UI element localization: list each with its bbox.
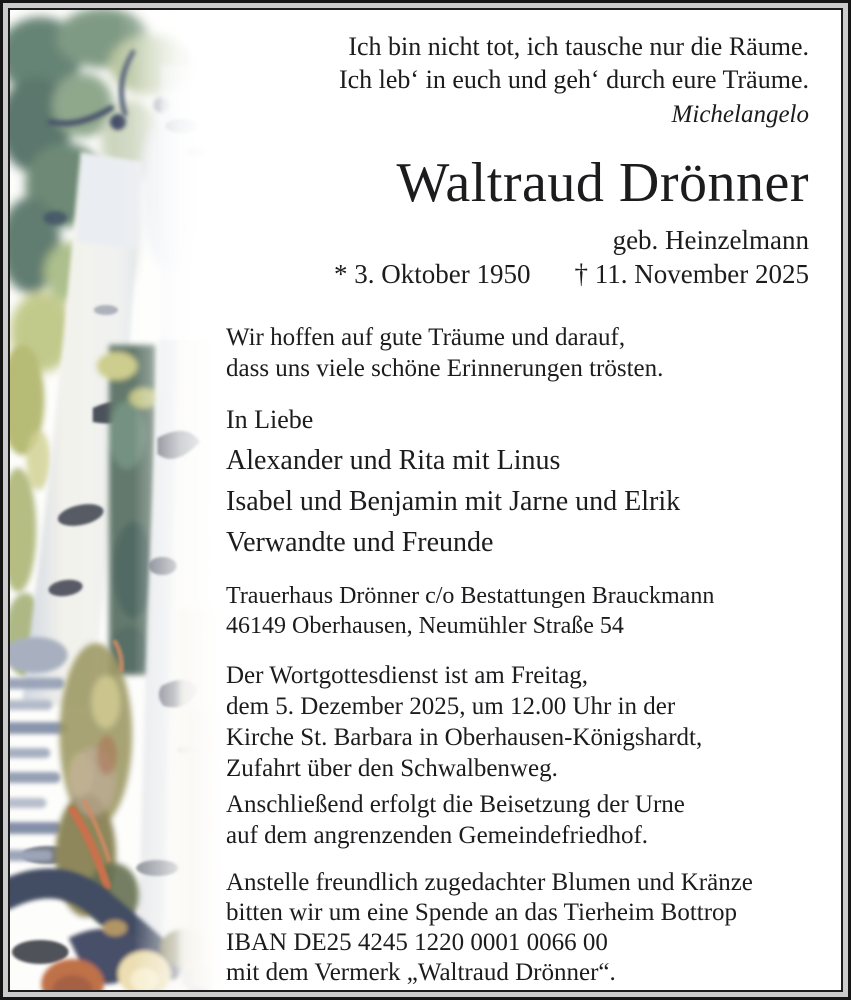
intro-line-1: Wir hoffen auf gute Träume und darauf,: [226, 324, 626, 351]
donation-line-2: bitten wir um eine Spende an das Tierheim Bottrop: [226, 899, 738, 926]
burial-line-2: auf dem angrenzenden Gemeindefriedhof.: [226, 822, 649, 849]
service-line-4: Zufahrt über den Schwalbenweg.: [226, 755, 558, 782]
mourners-line: Verwandte und Freunde: [226, 527, 494, 558]
quote-attribution: Michelangelo: [671, 101, 809, 128]
maiden-name: geb. Heinzelmann: [612, 225, 809, 255]
funeral-home-address: [226, 581, 809, 641]
mourners-list: [226, 440, 809, 563]
mourners-lead: In Liebe: [226, 405, 314, 434]
service-line-2: dem 5. Dezember 2025, um 12.00 Uhr in der: [226, 693, 676, 720]
donation-iban: IBAN DE25 4245 1220 0001 0066 00: [226, 929, 608, 956]
service-line-1: Der Wortgottesdienst ist am Freitag,: [226, 662, 589, 689]
intro-line-2: dass uns viele schöne Erinnerungen trösten.: [226, 355, 664, 382]
quote-line-2: Ich leb‘ in euch und geh‘ durch eure Träume.: [338, 65, 809, 94]
address-line-2: 46149 Oberhausen, Neumühler Straße 54: [226, 613, 624, 639]
intro-paragraph: [226, 322, 809, 384]
burial-info: [226, 789, 809, 851]
burial-line-1: Anschließend erfolgt die Beisetzung der Urne: [226, 791, 685, 818]
quote-line-1: Ich bin nicht tot, ich tausche nur die Räume.: [348, 32, 809, 61]
service-line-3: Kirche St. Barbara in Oberhausen-Königshardt,: [226, 724, 703, 751]
death-date: † 11. November 2025: [574, 259, 809, 289]
service-info: [226, 660, 809, 784]
mourners-line: Alexander und Rita mit Linus: [226, 445, 561, 476]
donation-line-1: Anstelle freundlich zugedachter Blumen und Kränze: [226, 869, 753, 896]
birch-painting: [10, 10, 222, 990]
memorial-quote: [230, 30, 809, 96]
birth-date: * 3. Oktober 1950: [334, 259, 531, 289]
life-dates: [334, 258, 809, 291]
donation-info: [226, 868, 809, 988]
donation-line-4: mit dem Vermerk „Waltraud Drönner“.: [226, 959, 616, 986]
deceased-name: Waltraud Drönner: [396, 152, 809, 214]
address-line-1: Trauerhaus Drönner c/o Bestattungen Brauckmann: [226, 583, 715, 609]
mourners-line: Isabel und Benjamin mit Jarne und Elrik: [226, 486, 681, 517]
